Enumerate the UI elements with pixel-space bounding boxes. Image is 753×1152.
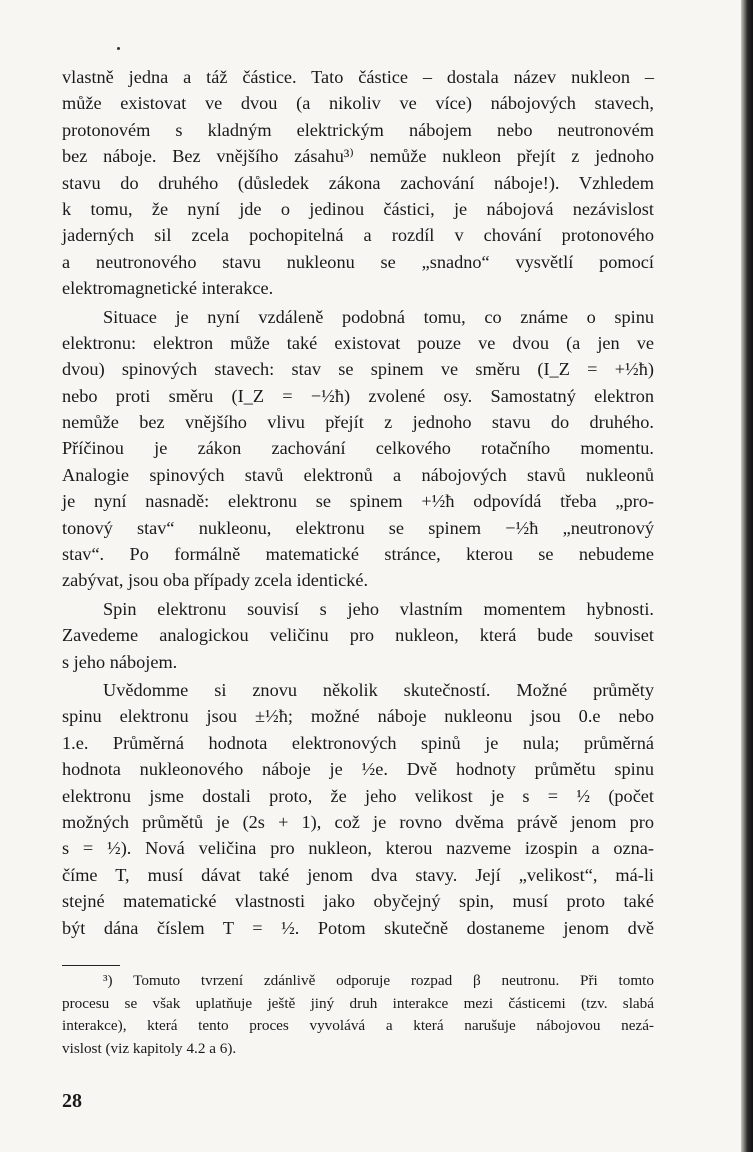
text-line: spinu elektronu jsou ±½ħ; možné náboje nukleonu jsou 0.e nebo — [62, 706, 654, 727]
footnote-line: vislost (viz kapitoly 4.2 a 6). — [62, 1039, 237, 1057]
text-line: být dána číslem T = ½. Potom skutečně dostaneme jenom dvě — [62, 917, 654, 938]
text-line: Situace je nyní vzdáleně podobná tomu, co známe o spinu — [103, 306, 654, 327]
text-line: Analogie spinových stavů elektronů a nábojových stavů nukleonů — [62, 464, 654, 485]
text-line: hodnota nukleonového náboje je ½e. Dvě hodnoty průmětu spinu — [62, 759, 654, 780]
text-line: stavu do druhého (důsledek zákona zachování náboje!). Vzhledem — [62, 172, 654, 193]
text-line: stav“. Po formálně matematické stránce, kterou se nebudeme — [62, 544, 654, 565]
footnote-line: ³) Tomuto tvrzení zdánlivě odporuje rozpad β neutronu. Při tomto — [103, 972, 654, 989]
paragraph-4 — [62, 677, 654, 941]
footnote-line: procesu se však uplatňuje ještě jiný druh interakce mezi částicemi (tzv. slabá — [62, 994, 654, 1012]
text-line: číme T, musí dávat také jenom dva stavy. Její „velikost“, má-li — [62, 864, 654, 885]
paragraph-1 — [62, 64, 654, 302]
paragraph-2 — [62, 304, 654, 594]
text-line: Uvědomme si znovu několik skutečností. Možné průměty — [103, 679, 654, 700]
page-number: 28 — [62, 1090, 82, 1112]
text-line: Příčinou je zákon zachování celkového rotačního momentu. — [62, 438, 654, 459]
text-line: stejné matematické vlastnosti jako obyčejný spin, musí proto také — [62, 891, 654, 912]
text-line: jaderných sil zcela pochopitelná a rozdíl v chování protonového — [62, 225, 654, 246]
text-line: možných průmětů je (2s + 1), což je rovno dvěma právě jenom pro — [62, 811, 654, 832]
body-text — [62, 64, 654, 941]
text-line: elektromagnetické interakce. — [62, 278, 274, 299]
text-line: 1.e. Průměrná hodnota elektronových spinů je nula; průměrná — [62, 732, 654, 753]
footnote — [62, 970, 654, 1060]
text-line: s jeho nábojem. — [62, 651, 178, 672]
text-line: dvou) spinových stavech: stav se spinem ve směru (I_Z = +½ħ) — [62, 359, 654, 380]
text-line: a neutronového stavu nukleonu se „snadno“ vysvětlí pomocí — [62, 251, 654, 272]
text-line: k tomu, že nyní jde o jedinou částici, je nábojová nezávislost — [62, 198, 654, 219]
text-line: zabývat, jsou oba případy zcela identické. — [62, 570, 369, 591]
print-speck — [117, 47, 120, 50]
text-line: Zavedeme analogickou veličinu pro nukleon, která bude souviset — [62, 625, 654, 646]
text-line: je nyní nasnadě: elektronu se spinem +½ħ odpovídá třeba „pro- — [62, 491, 654, 512]
paragraph-3 — [62, 596, 654, 675]
footnote-line: interakce), která tento proces vyvolává a která narušuje nábojovou nezá- — [62, 1017, 654, 1035]
page-edge-shadow — [741, 0, 753, 1152]
text-line: nemůže bez vnějšího vlivu přejít z jednoho stavu do druhého. — [62, 412, 654, 433]
text-line: elektronu: elektron může také existovat pouze ve dvou (a jen ve — [62, 332, 654, 353]
text-line: tonový stav“ nukleonu, elektronu se spinem −½ħ „neutronový — [62, 517, 654, 538]
text-line: Spin elektronu souvisí s jeho vlastním momentem hybnosti. — [103, 598, 654, 619]
text-line: může existovat ve dvou (a nikoliv ve více) nábojových stavech, — [62, 93, 654, 114]
text-line: vlastně jedna a táž částice. Tato částice – dostala název nukleon – — [62, 67, 654, 87]
text-line: nebo proti směru (I_Z = −½ħ) zvolené osy. Samostatný elektron — [62, 385, 654, 406]
text-line: bez náboje. Bez vnějšího zásahu³⁾ nemůže nukleon přejít z jednoho — [62, 146, 654, 167]
footnote-rule — [62, 965, 120, 966]
text-line: elektronu jsme dostali proto, že jeho velikost je s = ½ (počet — [62, 785, 654, 806]
text-line: protonovém s kladným elektrickým nábojem nebo neutronovém — [62, 119, 654, 140]
text-line: s = ½). Nová veličina pro nukleon, kterou nazveme izospin a ozna- — [62, 838, 654, 859]
